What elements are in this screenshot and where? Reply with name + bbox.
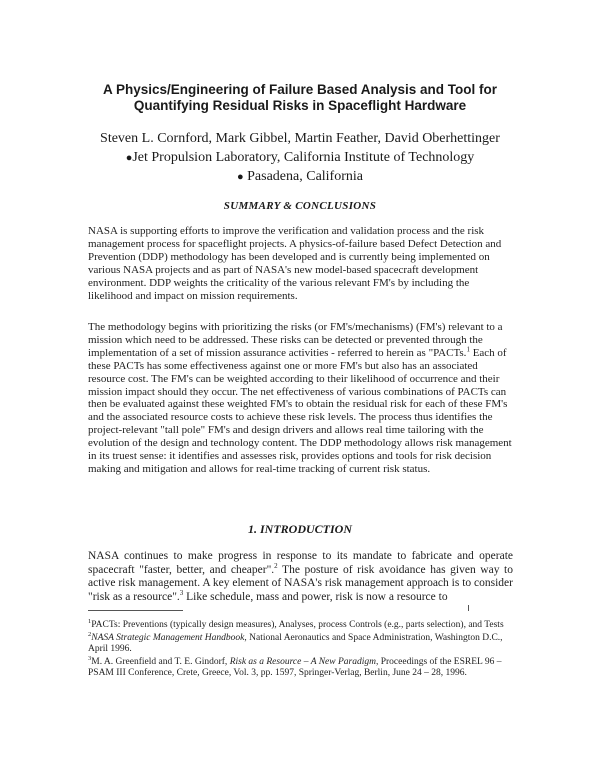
footnote-3-text: , Proceedings of the ESREL 96 – PSAM III Conference, Crete, Greece, Vol. 3, pp. 1597, Springer-Verlag, Berlin, June 24 – 28, 1996. (88, 656, 502, 678)
footnote-divider (88, 610, 183, 611)
intro-text-c: Like schedule, mass and power, risk is now a resource to (183, 590, 448, 603)
footnote-3-italic: Risk as a Resource – A New Paradigm (229, 656, 376, 667)
summary-paragraph-2 (88, 321, 513, 476)
footnote-2-mark: 2 (88, 630, 92, 638)
footnote-2-text: , National Aeronautics and Space Administration, Washington D.C., April 1996. (88, 632, 503, 654)
location-text: Pasadena, California (247, 169, 363, 184)
author-names: Steven L. Cornford, Mark Gibbel, Martin Feather, David Oberhettinger (100, 131, 500, 146)
bullet-icon: ● (236, 171, 244, 183)
intro-text-a: NASA continues to make progress in response to its mandate to fabricate and operate spacecraft "faster, better, and cheaper". (88, 550, 513, 576)
footnote-2-italic: NASA Strategic Management Handbook (91, 632, 245, 643)
footnote-1-text: PACTs: Preventions (typically design measures), Analyses, process Controls (e.g., parts selection), and Tests (91, 620, 504, 630)
footnote-2 (88, 630, 518, 656)
bullet-icon: ● (125, 152, 133, 164)
footnote-3 (88, 654, 518, 680)
footnote-ref-1: 1 (466, 345, 470, 354)
summary-paragraph-1: NASA is supporting efforts to improve the verification and validation process and the risk management process for spaceflight projects. A physics-of-failure based Defect Detection and Prevention (DDP) methodology has been developed and is currently being implemented on various NASA projects and as part of NASA's new model-based spacecraft development environment. DDP weights the criticality of the various relevant FM's by including the likelihood and impact on mission requirements. (88, 225, 502, 302)
intro-text-b: The posture of risk avoidance has given way to active risk management. A key element of NASA's risk management approach is to consider "risk as a resource". (88, 563, 513, 603)
summary-heading: SUMMARY & CONCLUSIONS (223, 200, 377, 212)
footnote-ref-2: 2 (274, 561, 278, 570)
paper-title-line-1: A Physics/Engineering of Failure Based Analysis and Tool for (102, 82, 498, 97)
footnotes (88, 617, 518, 681)
footnote-divider-tick (468, 605, 469, 611)
footnote-1-mark: 1 (88, 617, 92, 625)
footnote-3-pre: M. A. Greenfield and T. E. Gindorf, (91, 656, 230, 667)
footnote-ref-3: 3 (179, 588, 184, 597)
introduction-paragraph (88, 550, 513, 604)
author-affiliation (60, 149, 540, 167)
paper-title-line-2: Quantifying Residual Risks in Spaceflight Hardware (133, 98, 467, 113)
footnote-1 (88, 617, 518, 632)
introduction-heading: 1. INTRODUCTION (247, 522, 352, 536)
affiliation-text: Jet Propulsion Laboratory, California Institute of Technology (132, 150, 475, 165)
summary-paragraph-2-text-b: Each of these PACTs has some effectiveness against one or more FM's but also has an associated resource cost. The FM's can be weighted according to their likelihood of occurrence and their mission impact should they occur. The net effectiveness of various combinations of PACTs can then be evaluated against these weighted FM's to obtain the residual risk for each of these FM's and the associated resource costs to achieve these risk levels. The process thus identifies the project-relevant "tall pole" FM's and design drivers and allows real time tailoring with the evolution of the design and technology content. The DDP methodology allows risk management in its truest sense: it identifies and assesses risk, provides options and tools for risk decision making and mitigation and allows for real-time tracking of current risk status. (88, 346, 512, 475)
footnote-3-mark: 3 (88, 654, 92, 662)
summary-paragraph-2-text-a: The methodology begins with prioritizing the risks (or FM's/mechanisms) (FM's) relevant to a mission which need to be addressed. These risks can be detected or prevented through the implementation of a set of mission assurance activities - referred to herein as "PACTs. (88, 321, 503, 359)
author-location (60, 168, 540, 186)
